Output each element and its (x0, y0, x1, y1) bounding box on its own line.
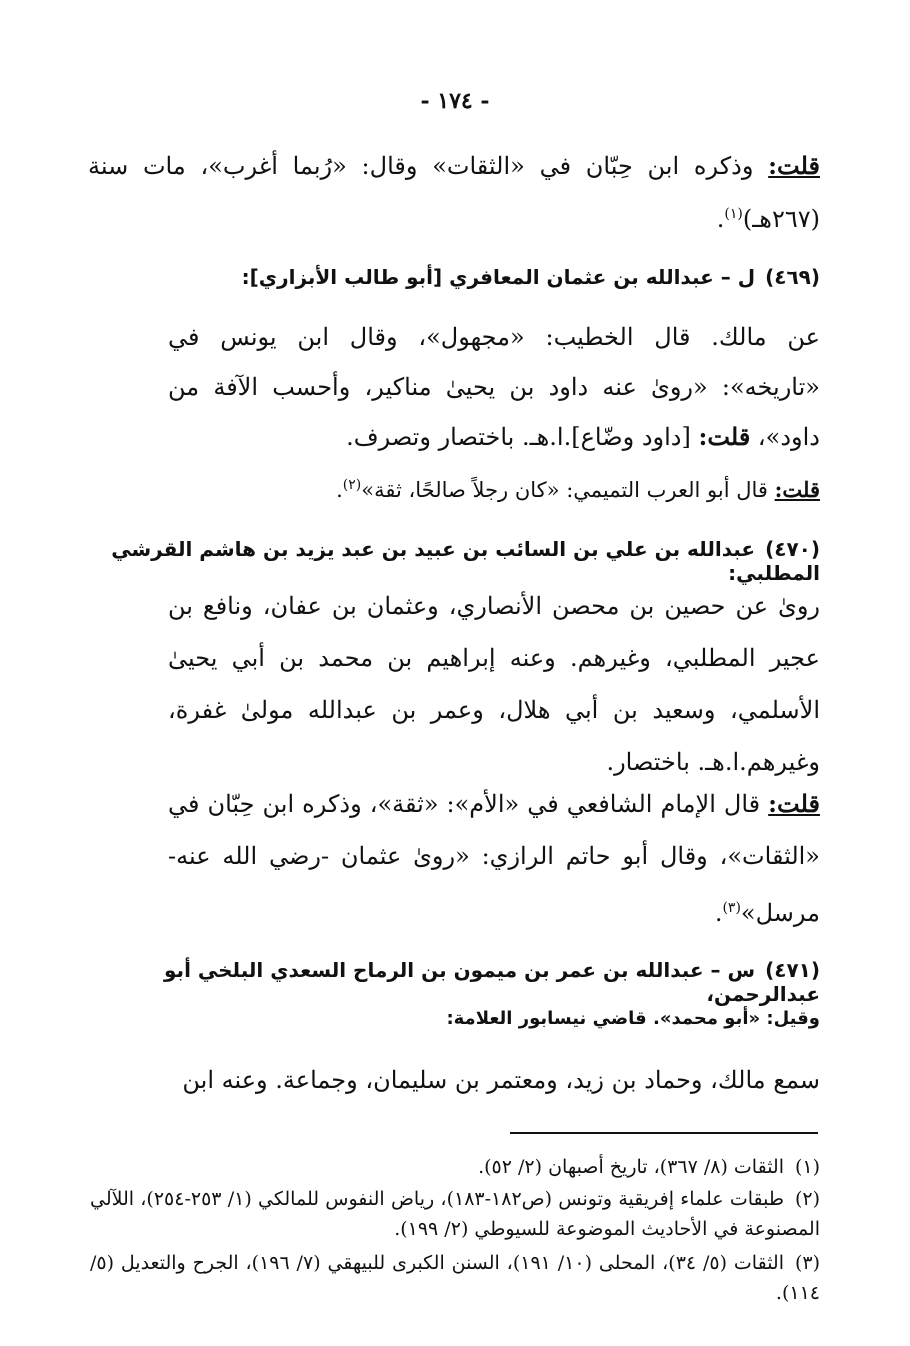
qult-label: قلت: (768, 789, 820, 818)
entry-470-note (168, 778, 820, 939)
footnote-2 (90, 1184, 820, 1244)
entry-471-body (168, 1055, 820, 1105)
entry-470-note-text: قال الإمام الشافعي في «الأم»: «ثقة»، وذكره ابن حِبّان في «الثقات»، وقال أبو حاتم الرازي: «روىٰ عثمان -رضي الله عنه- مرسل» (168, 790, 820, 927)
entry-469-heading (90, 265, 820, 289)
entry-471-text: سمع مالك، وحماد بن زيد، ومعتمر بن سليمان، وجماعة. وعنه ابن (182, 1066, 820, 1094)
footnote-number: (٣) (794, 1252, 820, 1274)
intro-paragraph (88, 142, 820, 243)
entry-469-note (168, 465, 820, 510)
footnote-1 (90, 1152, 820, 1182)
entry-470-text: روىٰ عن حصين بن محصن الأنصاري، وعثمان بن عفان، ونافع بن عجير المطلبي، وغيرهم. وعنه إبراهيم بن محمد بن أبي يحيىٰ الأسلمي، وسعيد بن أبي هلال، وعمر بن عبدالله مولىٰ غفرة، وغيرهم.ا.هـ. باختصار. (168, 592, 820, 776)
entry-469-title: ل – عبدالله بن عثمان المعافري [أبو طالب الأبزاري]: (241, 265, 756, 289)
entry-470-body (168, 580, 820, 788)
entry-471-title: س – عبدالله بن عمر بن ميمون بن الرماح السعدي البلخي أبو عبدالرحمن، (164, 958, 820, 1006)
entry-470-number: (٤٧٠) (765, 537, 820, 561)
intro-text: وذكره ابن حِبّان في «الثقات» وقال: «رُبما أغرب»، مات سنة (٢٦٧هـ) (88, 152, 820, 233)
footnote-3 (90, 1248, 820, 1308)
entry-469-inner-qult: قلت: (698, 422, 751, 451)
footnote-text: الثقات (٨/ ٣٦٧)، تاريخ أصبهان (٢/ ٥٢). (478, 1156, 784, 1178)
footnote-separator (510, 1132, 818, 1134)
entry-469-note-text: قال أبو العرب التميمي: «كان رجلاً صالحًا، ثقة» (361, 478, 775, 502)
intro-end: . (716, 205, 725, 233)
footnote-ref-2[interactable]: (٢) (342, 477, 362, 493)
entry-471-subheading: وقيل: «أبو محمد». قاضي نيسابور العلامة: (446, 1008, 820, 1029)
entry-469-number: (٤٦٩) (765, 265, 820, 289)
qult-label: قلت: (768, 151, 820, 180)
footnote-text: الثقات (٥/ ٣٤)، المحلى (١٠/ ١٩١)، السنن الكبرى للبيهقي (٧/ ١٩٦)، الجرح والتعديل (٥/ ١١٤). (90, 1252, 820, 1304)
footnote-number: (٢) (794, 1188, 820, 1210)
entry-470-heading (90, 537, 820, 585)
page-number: - ١٧٤ - (420, 88, 490, 114)
entry-471-number: (٤٧١) (765, 958, 820, 982)
entry-469-body (168, 312, 820, 462)
footnote-text: طبقات علماء إفريقية وتونس (ص١٨٢-١٨٣)، رياض النفوس للمالكي (١/ ٢٥٣-٢٥٤)، اللآلي المصنوعة في الأحاديث الموضوعة للسيوطي (٢/ ١٩٩). (90, 1188, 820, 1240)
footnote-number: (١) (794, 1156, 820, 1178)
entry-469-note-end: . (336, 478, 343, 502)
footnote-ref-1[interactable]: (١) (724, 206, 743, 222)
footnote-ref-3[interactable]: (٣) (722, 900, 741, 916)
entry-470-title: عبدالله بن علي بن السائب بن عبيد بن عبد يزيد بن هاشم القرشي المطلبي: (111, 537, 820, 585)
entry-470-note-end: . (714, 899, 723, 927)
entry-471-heading (90, 958, 820, 1006)
entry-469-text: عن مالك. قال الخطيب: «مجهول»، وقال ابن يونس في «تاريخه»: «روىٰ عنه داود بن يحيىٰ مناكير، وأحسب الآفة من داود»، (168, 323, 820, 451)
entry-469-text-end: [داود وضّاع].ا.هـ. باختصار وتصرف. (346, 423, 699, 451)
qult-label: قلت: (774, 477, 820, 502)
